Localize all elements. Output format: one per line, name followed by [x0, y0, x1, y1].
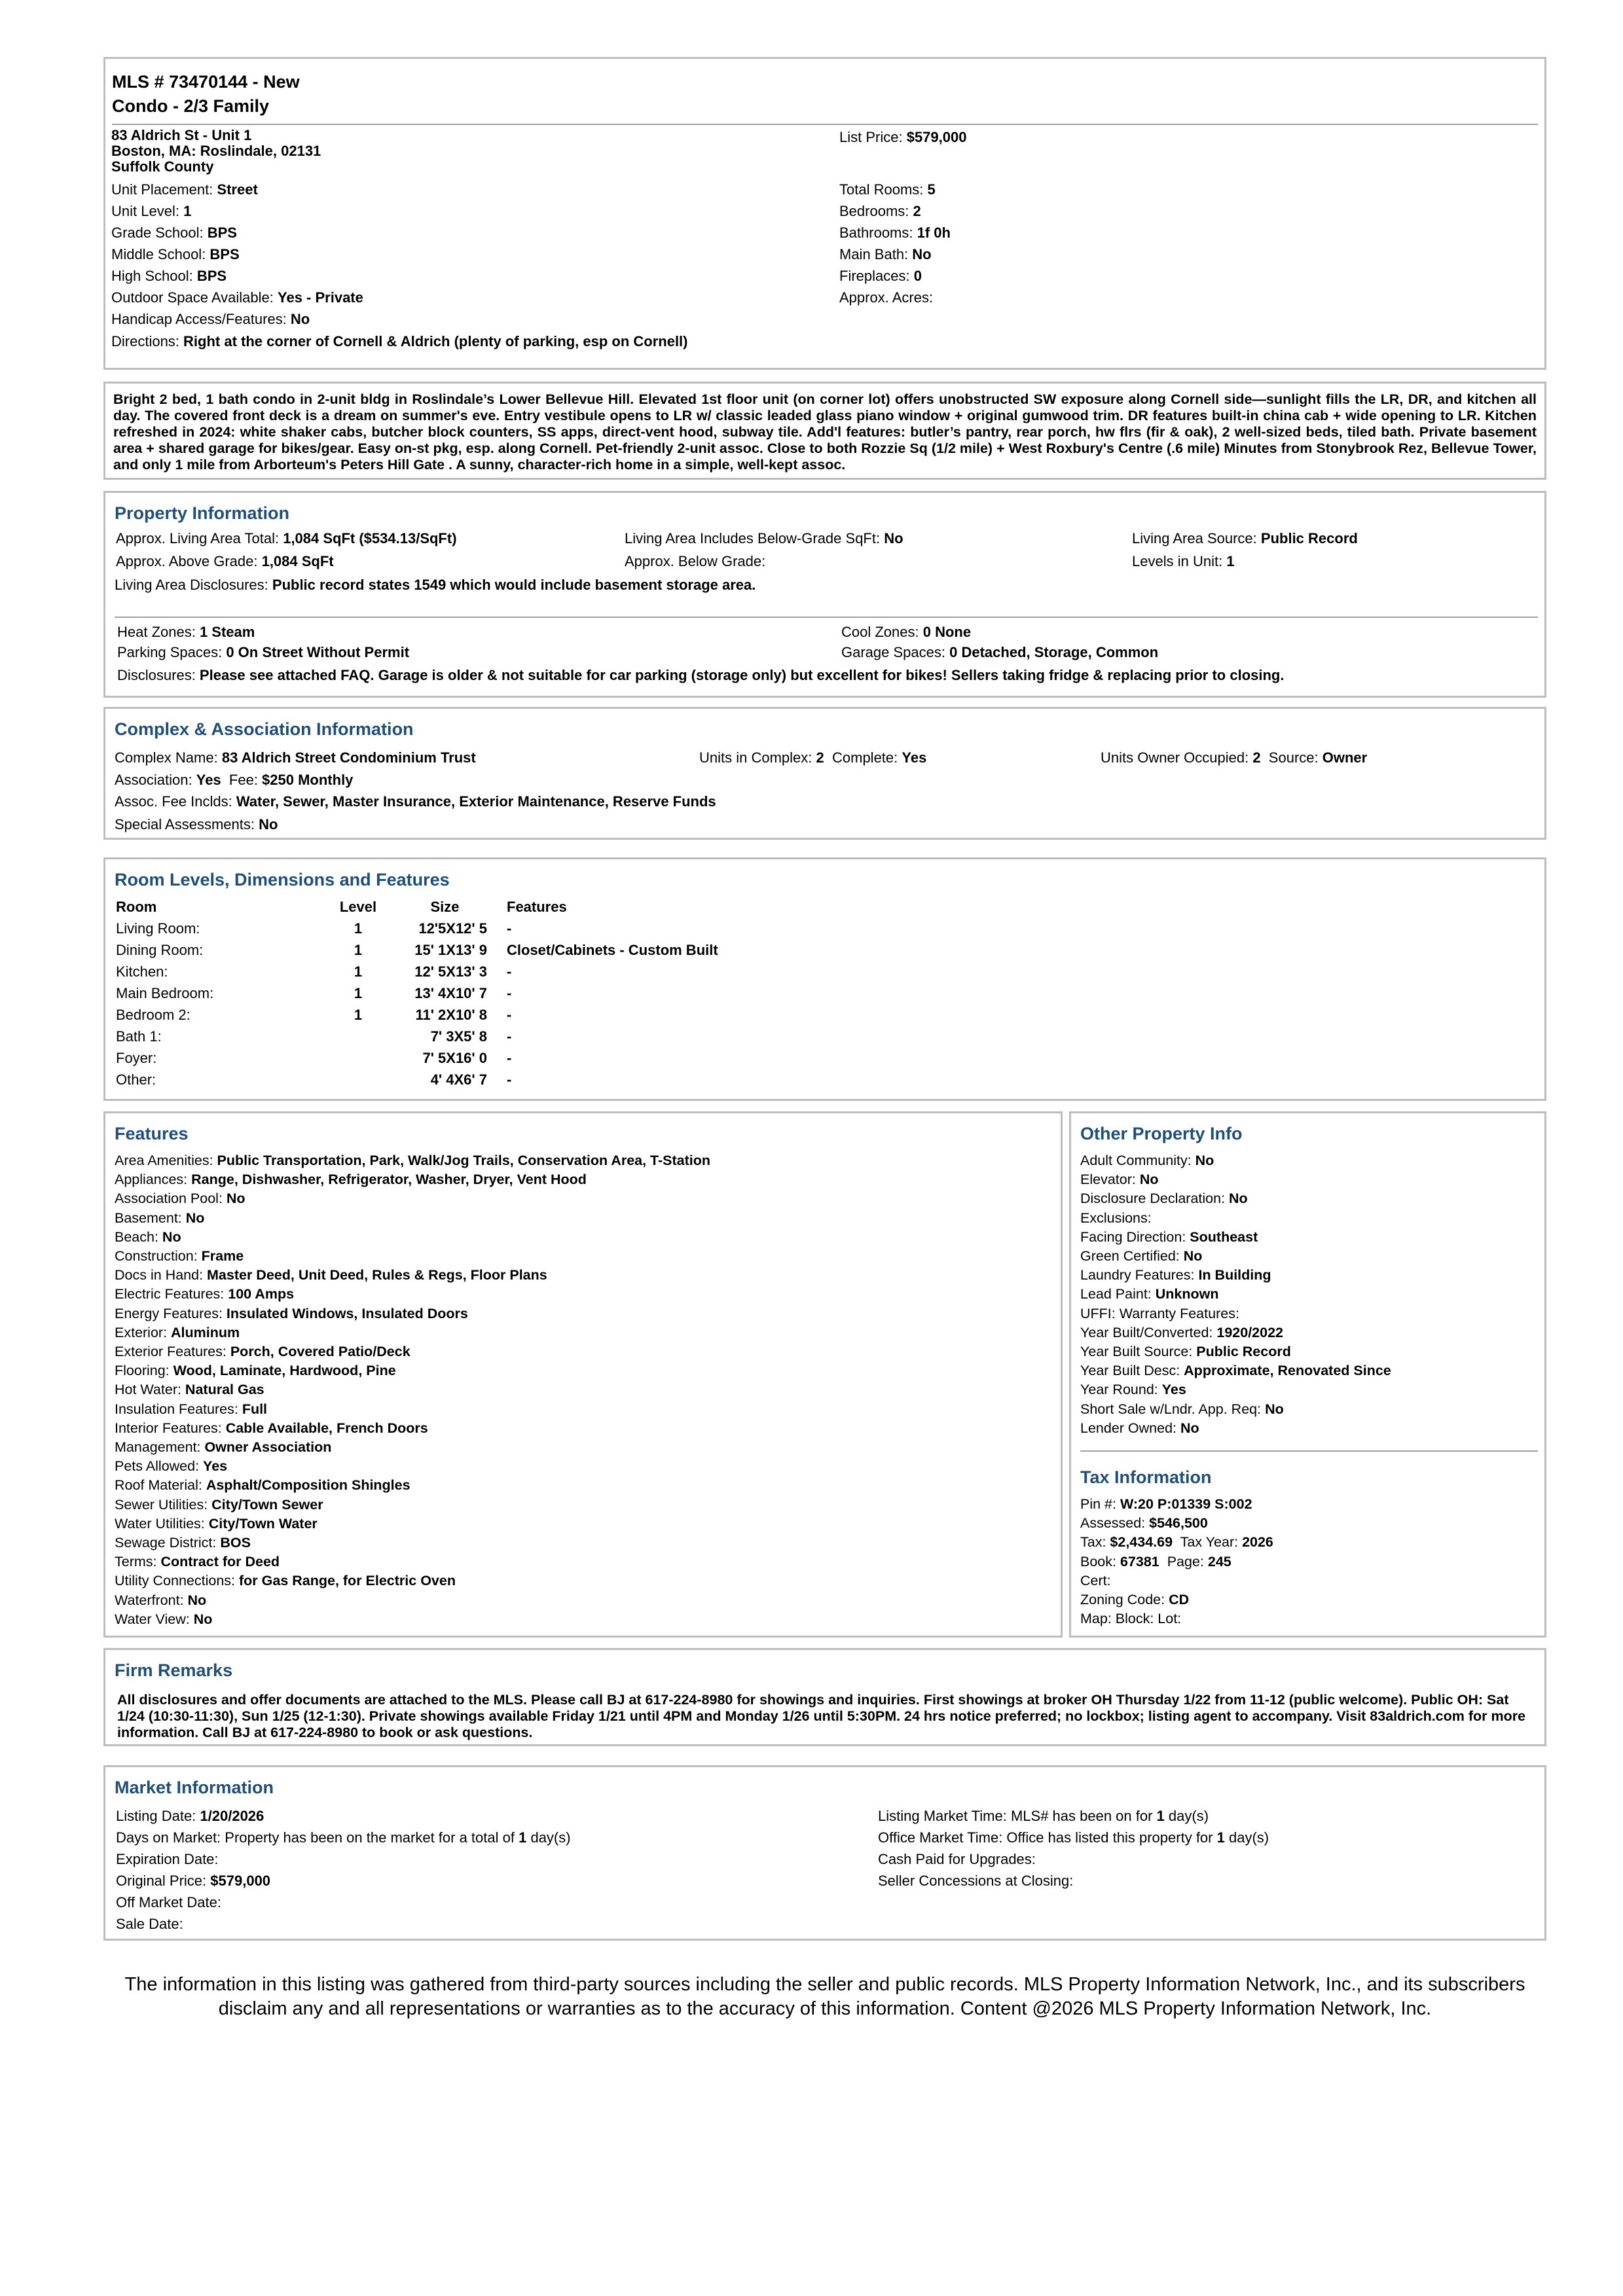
room-level: 1 — [354, 984, 363, 1001]
rooms-col-size: Size — [430, 898, 460, 915]
feature-item: Construction: Frame — [115, 1248, 244, 1265]
feature-item: Electric Features: 100 Amps — [115, 1286, 295, 1302]
other-info-item: Year Built Source: Public Record — [1080, 1344, 1291, 1360]
units-in-complex: Units in Complex: 2 Complete: Yes — [699, 749, 927, 766]
other-info-item: Lender Owned: No — [1080, 1420, 1199, 1436]
other-info-item: Elevator: No — [1080, 1172, 1159, 1188]
feature-item: Roof Material: Asphalt/Composition Shingles — [115, 1477, 410, 1494]
feature-item: Basement: No — [115, 1210, 205, 1226]
property-r1-1: Living Area Includes Below-Grade SqFt: No — [625, 530, 903, 547]
feature-item: Hot Water: Natural Gas — [115, 1382, 264, 1398]
room-level — [325, 1047, 391, 1069]
room-name: Living Room: — [116, 920, 200, 937]
other-info-item: UFFI: Warranty Features: — [1080, 1305, 1239, 1321]
feature-item: Appliances: Range, Dishwasher, Refrigerator, Washer, Dryer, Vent Hood — [115, 1172, 587, 1188]
other-info-item: Short Sale w/Lndr. App. Req: No — [1080, 1401, 1284, 1417]
units-owner-occupied: Units Owner Occupied: 2 Source: Owner — [1101, 749, 1368, 766]
header-right-field-3: Main Bath: No — [839, 246, 932, 262]
tax-assessed: Assessed: $546,500 — [1080, 1515, 1208, 1532]
other-info-item: Lead Paint: Unknown — [1080, 1286, 1219, 1302]
feature-item: Flooring: Wood, Laminate, Hardwood, Pine — [115, 1363, 396, 1379]
room-level: 1 — [354, 963, 363, 980]
feature-item: Insulation Features: Full — [115, 1401, 268, 1417]
tax-zoning: Zoning Code: CD — [1080, 1592, 1190, 1608]
other-info-item: Exclusions: — [1080, 1210, 1152, 1226]
list-price: List Price: $579,000 — [839, 129, 967, 145]
feature-item: Area Amenities: Public Transportation, Park, Walk/Jog Trails, Conservation Area, T-Station — [115, 1153, 711, 1168]
market-right-2: Cash Paid for Upgrades: — [878, 1851, 1036, 1867]
features-list — [115, 1151, 710, 1629]
market-info-title: Market Information — [115, 1778, 274, 1797]
features-title: Features — [115, 1124, 189, 1143]
feature-item: Management: Owner Association — [115, 1439, 332, 1456]
feature-item: Utility Connections: for Gas Range, for Electric Oven — [115, 1573, 456, 1589]
room-row — [116, 1069, 718, 1090]
room-size: 7' 5X16' 0 — [422, 1049, 487, 1066]
room-level — [325, 1026, 391, 1047]
header-field-2: Grade School: BPS — [111, 224, 237, 241]
features-box — [103, 1111, 1063, 1638]
market-left-4: Off Market Date: — [116, 1894, 221, 1910]
header-field-1: Unit Level: 1 — [111, 203, 192, 219]
tax-book-page: Book: 67381 Page: 245 — [1080, 1553, 1231, 1570]
firm-remarks-box — [103, 1648, 1546, 1746]
living-area-disclosures: Living Area Disclosures: Public record states 1549 which would include basement storage area. — [115, 577, 756, 593]
complex-association-box — [103, 707, 1546, 840]
assoc-fee-includes: Assoc. Fee Inclds: Water, Sewer, Master Insurance, Exterior Maintenance, Reserve Funds — [115, 793, 716, 810]
property-r2-1: Approx. Below Grade: — [625, 553, 766, 569]
feature-item: Energy Features: Insulated Windows, Insulated Doors — [115, 1305, 468, 1321]
room-level — [325, 1069, 391, 1090]
header-right-field-0: Total Rooms: 5 — [839, 181, 936, 198]
firm-remarks-title: Firm Remarks — [115, 1660, 233, 1680]
tax-info-list — [1080, 1495, 1273, 1628]
room-row — [116, 939, 718, 961]
room-name: Foyer: — [116, 1049, 157, 1066]
room-size: 11' 2X10' 8 — [415, 1006, 487, 1023]
cool-zones: Cool Zones: 0 None — [841, 624, 972, 640]
room-row — [116, 1004, 718, 1026]
room-features: - — [507, 984, 512, 1001]
feature-item: Pets Allowed: Yes — [115, 1458, 228, 1475]
heat-zones: Heat Zones: 1 Steam — [117, 624, 255, 640]
feature-item: Water Utilities: City/Town Water — [115, 1515, 318, 1532]
header-field-0: Unit Placement: Street — [111, 181, 258, 198]
room-features: - — [507, 1006, 512, 1023]
room-size: 15' 1X13' 9 — [414, 941, 487, 958]
room-features: - — [507, 1028, 512, 1045]
firm-remarks-text: All disclosures and offer documents are attached to the MLS. Please call BJ at 617-224-8980 for showings and inquiries. First showings at broker OH Thursday 1/22 from 11-12 (public welcome). Public OH: Sat 1/24 (10:30-11:30), Sun 1/25 (12-1:30). Private showings available Friday 1/21 until 4PM and Monday 1/26 until 5:30PM. 24 hrs notice preferred; no lockbox; listing agent to accompany. Visit 83aldrich.com for more information. Call BJ at 617-224-8980 to book or ask questions. — [117, 1692, 1526, 1740]
special-assessments: Special Assessments: No — [115, 816, 278, 833]
room-row — [116, 1026, 718, 1047]
header-right-field-1: Bedrooms: 2 — [839, 203, 921, 219]
room-name: Main Bedroom: — [116, 984, 214, 1001]
rooms-col-room: Room — [116, 898, 157, 915]
disclaimer-line1: The information in this listing was gathered from third-party sources including the seller and public records. MLS Property Information Network, Inc., and its subscribers — [124, 1974, 1525, 1995]
address-line2: Boston, MA: Roslindale, 02131 — [111, 143, 321, 159]
rooms-header-row — [116, 896, 718, 918]
header-right-field-4: Fireplaces: 0 — [839, 268, 922, 284]
feature-item: Interior Features: Cable Available, French Doors — [115, 1420, 428, 1436]
county: Suffolk County — [111, 158, 214, 175]
disclaimer-line2: disclaim any and all representations or warranties as to the accuracy of this information. Content @2026 MLS Property Information Network, Inc. — [218, 1998, 1432, 2019]
complex-association-title: Complex & Association Information — [115, 719, 414, 739]
header-right-field-5: Approx. Acres: — [839, 289, 934, 306]
other-info-item: Year Round: Yes — [1080, 1382, 1186, 1398]
feature-item: Docs in Hand: Master Deed, Unit Deed, Rules & Regs, Floor Plans — [115, 1267, 547, 1283]
tax-pin: Pin #: W:20 P:01339 S:002 — [1080, 1496, 1252, 1512]
header-divider — [112, 124, 1538, 125]
other-info-item: Year Built/Converted: 1920/2022 — [1080, 1324, 1283, 1340]
feature-item: Sewage District: BOS — [115, 1535, 251, 1551]
other-info-item: Facing Direction: Southeast — [1080, 1229, 1258, 1245]
room-name: Other: — [116, 1071, 156, 1088]
listing-header-box — [103, 57, 1546, 370]
feature-item: Exterior Features: Porch, Covered Patio/Deck — [115, 1344, 410, 1360]
market-left-5: Sale Date: — [116, 1916, 183, 1932]
header-field-4: High School: BPS — [111, 268, 227, 284]
other-info-item: Green Certified: No — [1080, 1248, 1203, 1265]
header-field-7: Directions: Right at the corner of Cornell & Aldrich (plenty of parking, esp on Cornell) — [111, 333, 688, 350]
room-size: 7' 3X5' 8 — [430, 1028, 487, 1045]
header-field-3: Middle School: BPS — [111, 246, 240, 262]
other-info-list — [1080, 1151, 1391, 1438]
feature-item: Waterfront: No — [115, 1592, 207, 1608]
header-right-field-2: Bathrooms: 1f 0h — [839, 224, 951, 241]
room-level: 1 — [354, 920, 363, 937]
feature-item: Terms: Contract for Deed — [115, 1554, 280, 1570]
header-field-6: Handicap Access/Features: No — [111, 311, 310, 327]
room-name: Kitchen: — [116, 963, 168, 980]
feature-item: Beach: No — [115, 1229, 181, 1245]
property-type-title: Condo - 2/3 Family — [112, 96, 270, 116]
other-info-item: Laundry Features: In Building — [1080, 1267, 1271, 1283]
feature-item: Water View: No — [115, 1611, 213, 1627]
property-r2-0: Approx. Above Grade: 1,084 SqFt — [116, 553, 334, 569]
market-info-box — [103, 1765, 1546, 1941]
market-right-1: Office Market Time: Office has listed this property for 1 day(s) — [878, 1829, 1269, 1846]
room-features: - — [507, 1049, 512, 1066]
room-name: Dining Room: — [116, 941, 204, 958]
rooms-box — [103, 857, 1546, 1101]
rooms-col-features: Features — [507, 898, 567, 915]
tax-amount: Tax: $2,434.69 Tax Year: 2026 — [1080, 1534, 1273, 1551]
disclosures: Disclosures: Please see attached FAQ. Garage is older & not suitable for car parking (storage only) but excellent for bikes! Sellers taking fridge & replacing prior to closing. — [117, 667, 1285, 683]
room-features: - — [507, 1071, 512, 1088]
public-remarks-box — [103, 382, 1546, 480]
other-info-item: Year Built Desc: Approximate, Renovated Since — [1080, 1363, 1391, 1379]
room-name: Bath 1: — [116, 1028, 162, 1045]
tax-divider — [1080, 1450, 1538, 1452]
market-right-3: Seller Concessions at Closing: — [878, 1873, 1074, 1889]
room-name: Bedroom 2: — [116, 1006, 191, 1023]
room-size: 12'5X12' 5 — [418, 920, 487, 937]
room-row — [116, 961, 718, 982]
address-line1: 83 Aldrich St - Unit 1 — [111, 127, 252, 143]
public-remarks: Bright 2 bed, 1 bath condo in 2-unit bldg in Roslindale’s Lower Bellevue Hill. Elevated 1st floor unit (on corner lot) offers unobstructed SW exposure along Cornell side—sunlight fills the LR, DR, and kitchen all day. The covered front deck is a dream on summer's eve. Entry vestibule opens to LR w/ classic leaded glass piano window + original gumwood trim. DR features built-in china cab + wide opening to LR. Kitchen refreshed in 2024: white shaker cabs, butcher block counters, SS apps, direct-vent hood, subway tile. Add'l features: butler’s pantry, rear porch, hw flrs (fir & oak), 2 well-sized beds, tiled bath. Private basement area + shared garage for bikes/gear. Easy on-st pkg, esp. along Cornell. Pet-friendly 2-unit assoc. Close to both Rozzie Sq (1/2 mile) + West Roxbury's Centre (.6 mile) Minutes from Stonybrook Rez, Bellevue Tower, and only 1 mile from Arborteum's Peters Hill Gate . A sunny, character-rich home in a simple, well-kept assoc. — [113, 391, 1537, 473]
mls-number-title: MLS # 73470144 - New — [112, 72, 300, 92]
header-field-5: Outdoor Space Available: Yes - Private — [111, 289, 363, 306]
complex-name: Complex Name: 83 Aldrich Street Condominium Trust — [115, 749, 476, 766]
feature-item: Sewer Utilities: City/Town Sewer — [115, 1496, 323, 1513]
market-left-2: Expiration Date: — [116, 1851, 219, 1867]
other-info-item: Disclosure Declaration: No — [1080, 1191, 1248, 1207]
disclaimer-footer — [103, 1973, 1546, 2021]
market-right-0: Listing Market Time: MLS# has been on for 1 day(s) — [878, 1808, 1209, 1824]
room-features: - — [507, 963, 512, 980]
market-left-1: Days on Market: Property has been on the market for a total of 1 day(s) — [116, 1829, 571, 1846]
room-features: Closet/Cabinets - Custom Built — [507, 941, 718, 958]
room-level: 1 — [354, 1006, 363, 1023]
market-left-3: Original Price: $579,000 — [116, 1873, 271, 1889]
garage-spaces: Garage Spaces: 0 Detached, Storage, Common — [841, 644, 1159, 660]
property-info-title: Property Information — [115, 503, 290, 523]
tax-map-block-lot: Map: Block: Lot: — [1080, 1611, 1182, 1627]
room-row — [116, 918, 718, 939]
property-r1-0: Approx. Living Area Total: 1,084 SqFt ($534.13/SqFt) — [116, 530, 457, 547]
property-r1-2: Living Area Source: Public Record — [1132, 530, 1358, 547]
other-info-box — [1069, 1111, 1546, 1638]
room-size: 13' 4X10' 7 — [414, 984, 487, 1001]
room-size: 12' 5X13' 3 — [414, 963, 487, 980]
property-info-box — [103, 491, 1546, 698]
market-left-0: Listing Date: 1/20/2026 — [116, 1808, 264, 1824]
feature-item: Exterior: Aluminum — [115, 1324, 240, 1340]
feature-item: Association Pool: No — [115, 1191, 246, 1207]
tax-cert: Cert: — [1080, 1572, 1111, 1588]
tax-info-title: Tax Information — [1080, 1467, 1212, 1487]
property-divider — [115, 617, 1538, 618]
rooms-title: Room Levels, Dimensions and Features — [115, 870, 450, 889]
room-size: 4' 4X6' 7 — [430, 1071, 487, 1088]
room-features: - — [507, 920, 512, 937]
association-fee: Association: Yes Fee: $250 Monthly — [115, 772, 354, 788]
room-row — [116, 982, 718, 1004]
other-info-item: Adult Community: No — [1080, 1153, 1214, 1168]
other-info-title: Other Property Info — [1080, 1124, 1243, 1143]
room-row — [116, 1047, 718, 1069]
rooms-table — [116, 896, 718, 1090]
parking-spaces: Parking Spaces: 0 On Street Without Permit — [117, 644, 410, 660]
property-r2-2: Levels in Unit: 1 — [1132, 553, 1235, 569]
room-level: 1 — [354, 941, 363, 958]
rooms-col-level: Level — [339, 898, 377, 915]
